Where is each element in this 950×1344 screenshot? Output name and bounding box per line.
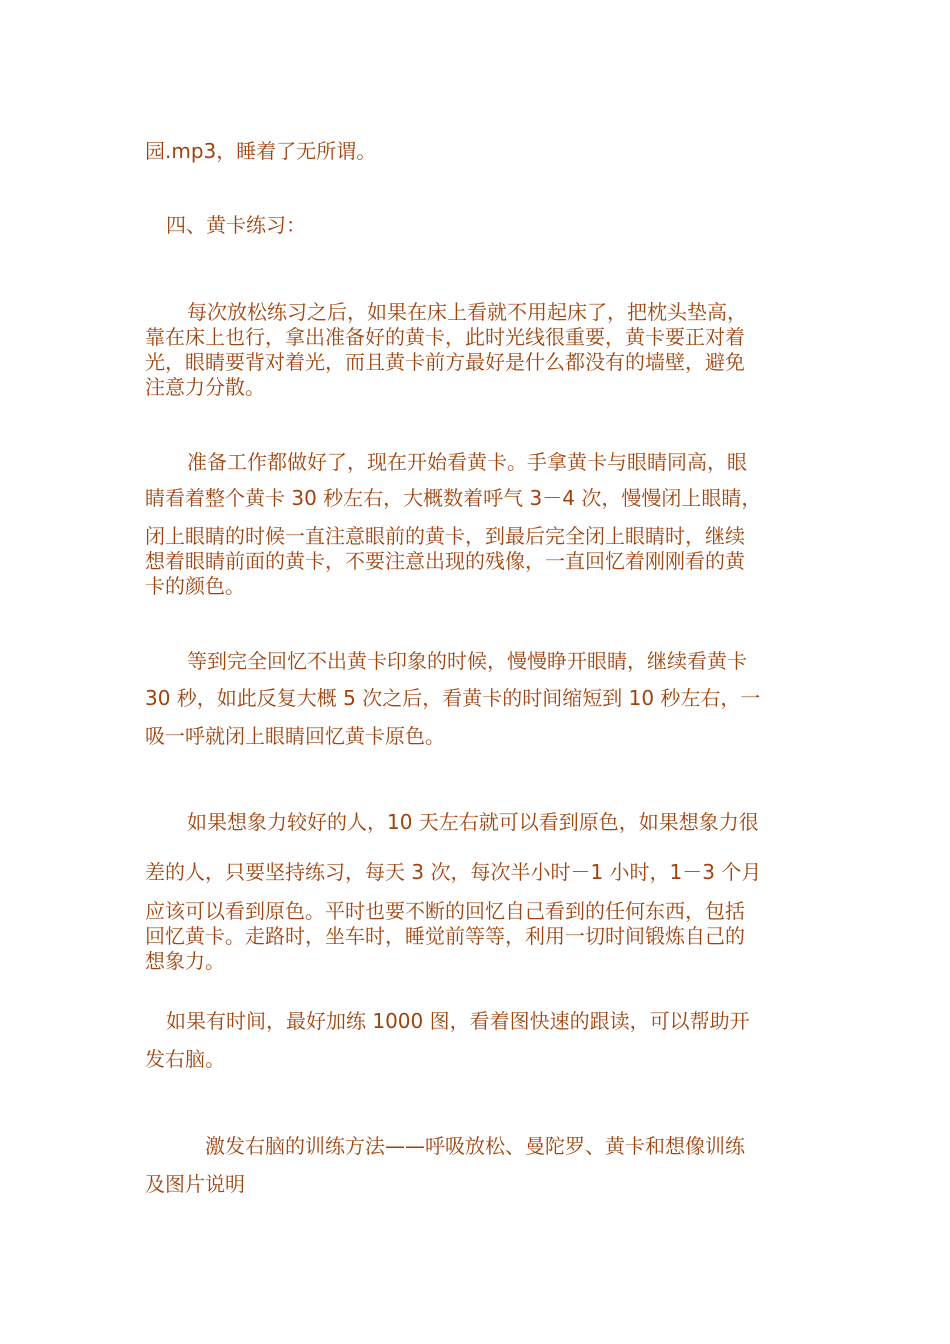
text-line: 发右脑。	[145, 1047, 225, 1071]
text-line: 等到完全回忆不出黄卡印象的时候，慢慢睁开眼睛，继续看黄卡	[187, 649, 747, 673]
section-heading: 四、黄卡练习：	[166, 213, 306, 237]
text-line: 吸一呼就闭上眼睛回忆黄卡原色。	[145, 724, 445, 748]
text-line: 30 秒，如此反复大概 5 次之后，看黄卡的时间缩短到 10 秒左右，一	[145, 686, 761, 710]
caption-line: 激发右脑的训练方法——呼吸放松、曼陀罗、黄卡和想像训练	[205, 1134, 745, 1158]
text-line: 想着眼睛前面的黄卡，不要注意出现的残像，一直回忆着刚刚看的黄	[145, 549, 745, 573]
text-line: 闭上眼睛的时候一直注意眼前的黄卡，到最后完全闭上眼睛时，继续	[145, 524, 745, 548]
text-line: 如果有时间，最好加练 1000 图，看着图快速的跟读，可以帮助开	[166, 1009, 750, 1033]
text-line: 睛看着整个黄卡 30 秒左右，大概数着呼气 3－4 次，慢慢闭上眼睛，	[145, 486, 762, 510]
text-line: 想象力。	[145, 949, 225, 973]
caption-line: 及图片说明	[145, 1172, 245, 1196]
text-line: 园.mp3，睡着了无所谓。	[145, 139, 377, 163]
text-line: 应该可以看到原色。平时也要不断的回忆自己看到的任何东西，包括	[145, 899, 745, 923]
text-line: 回忆黄卡。走路时，坐车时，睡觉前等等，利用一切时间锻炼自己的	[145, 924, 745, 948]
text-line: 差的人，只要坚持练习，每天 3 次，每次半小时－1 小时，1－3 个月	[145, 860, 762, 884]
text-line: 卡的颜色。	[145, 574, 245, 598]
text-line: 注意力分散。	[145, 375, 265, 399]
text-line: 靠在床上也行，拿出准备好的黄卡，此时光线很重要，黄卡要正对着	[145, 325, 745, 349]
text-line: 每次放松练习之后，如果在床上看就不用起床了，把枕头垫高，	[187, 300, 747, 324]
text-line: 如果想象力较好的人，10 天左右就可以看到原色，如果想象力很	[187, 810, 759, 834]
text-line: 准备工作都做好了，现在开始看黄卡。手拿黄卡与眼睛同高，眼	[187, 450, 747, 474]
text-line: 光，眼睛要背对着光，而且黄卡前方最好是什么都没有的墙壁，避免	[145, 350, 745, 374]
